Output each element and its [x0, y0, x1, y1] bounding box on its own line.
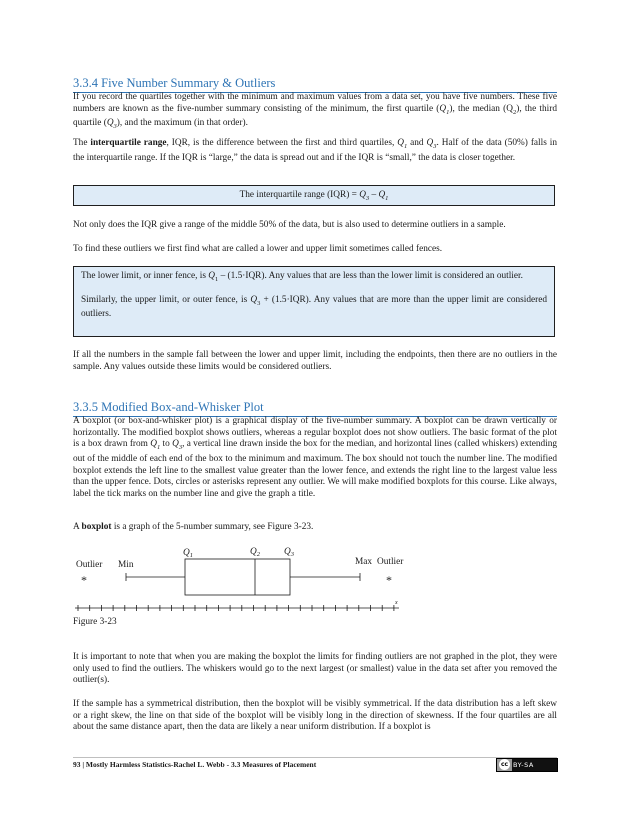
q2-label: $Q_2$ [250, 547, 260, 558]
boxplot-figure [73, 542, 413, 617]
fence-upper-text: Similarly, the upper limit, or outer fence, is $Q_3 + (1.5\cdot IQR)$. Any values that are more than the upper limit are considered outliers. [81, 294, 547, 320]
max-label: Max [355, 557, 373, 567]
q3-label: $Q_3$ [284, 547, 294, 558]
paragraph-boxplot-description: A boxplot (or box-and-whisker plot) is a graphical display of the five-number summary. A boxplot can be drawn vertically or horizontally. The modified boxplot shows outliers, whereas a regular boxplot does not show outliers. The basic format of the plot is a box drawn from $Q_1$ to $Q_3$, a vertical line drawn inside the box for the median, and horizontal lines (called whiskers) extending out of the middle of each end of the box to the minimum and maximum. The box should not touch the number line. The modified boxplot extends the left line to the smallest value greater than the lower fence, and extends the right line to the largest value less than the upper fence. Dots, circles or asterisks represent any outlier. We will make modified boxplots for this course. Like always, label the tick marks on the number line and give the graph a title. [73, 416, 557, 500]
license-badge [496, 758, 558, 772]
paragraph-five-number-intro: If you record the quartiles together with the minimum and maximum values from a data set, you have five numbers. These five numbers are known as the five-number summary consisting of the minimum, the first quartile $(Q_1)$, the median $(Q_2)$, the third quartile $(Q_3)$, and the maximum (in that order). [73, 92, 557, 131]
footer-rule [73, 757, 557, 758]
paragraph-distribution-shape: If the sample has a symmetrical distribution, then the boxplot will be visibly symmetrical. If the data distribution has a left skew or a right skew, the line on that side of the boxplot will be visibly long in the direction of skewness. If the four quartiles are all about the same distance apart, then the data are likely a near uniform distribution. If a boxplot is [73, 699, 557, 733]
outlier-left-label: Outlier [76, 560, 103, 570]
q1-label: $Q_1$ [183, 548, 193, 559]
paragraph-fences-intro: To find these outliers we first find what are called a lower and upper limit sometimes called fences. [73, 244, 443, 254]
paragraph-iqr-outliers: Not only does the IQR give a range of the middle 50% of the data, but is also used to determine outliers in a sample. [73, 220, 506, 230]
section-heading-five-number-summary: 3.3.4 Five Number Summary & Outliers [73, 76, 557, 93]
outlier-left-asterisk: * [81, 573, 87, 587]
paragraph-boxplot-definition: A boxplot is a graph of the 5-number summary, see Figure 3-23. [73, 522, 314, 532]
axis-end-label: x [395, 600, 398, 606]
formula-iqr-text: The interquartile range $(IQR) = Q_3 - Q_1$ [239, 190, 389, 202]
fences-box [73, 266, 555, 337]
min-label: Min [118, 560, 134, 570]
cc-icon: cc [500, 761, 509, 768]
outlier-right-label: Outlier [377, 557, 404, 567]
figure-caption: Figure 3-23 [73, 617, 117, 627]
license-text: BY-SA [513, 761, 534, 769]
fence-lower-text: The lower limit, or inner fence, is $Q_1 - (1.5\cdot IQR)$. Any values that are less than the lower limit is considered an outlier. [81, 271, 523, 283]
outlier-right-asterisk: * [386, 573, 392, 587]
section-heading-boxplot: 3.3.5 Modified Box-and-Whisker Plot [73, 400, 557, 417]
footer-text: 93 | Mostly Harmless Statistics-Rachel L. Webb - 3.3 Measures of Placement [73, 760, 317, 769]
paragraph-no-outliers: If all the numbers in the sample fall between the lower and upper limit, including the endpoints, then there are no outliers in the sample. Any values outside these limits would be considered outliers. [73, 350, 557, 372]
box-q1-q3 [185, 559, 290, 595]
paragraph-interquartile-range: The interquartile range, IQR, is the difference between the first and third quartiles, $Q_1$ and $Q_3$. Half of the data (50%) falls in the interquartile range. If the IQR is “large,” the data is spread out and if the IQR is “small,” the data is closer together. [73, 138, 558, 163]
formula-box-iqr [73, 185, 555, 206]
paragraph-limits-note: It is important to note that when you are making the boxplot the limits for finding outliers are not graphed in the plot, they were only used to find the outliers. The whiskers would go to the next largest (or smallest) value in the data set after you removed the outlier(s). [73, 652, 557, 686]
